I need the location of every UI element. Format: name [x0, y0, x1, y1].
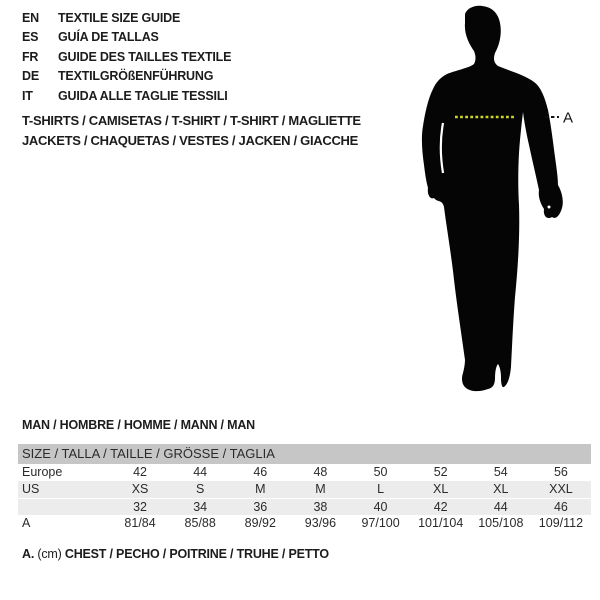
size-cell: 46: [553, 500, 568, 514]
size-cell: 85/88: [184, 516, 216, 530]
language-label: GUÍA DE TALLAS: [58, 30, 159, 45]
size-row-us: [18, 481, 591, 498]
size-cell: 32: [133, 500, 148, 514]
measure-label-a: A: [563, 109, 574, 127]
size-cell: 93/96: [304, 516, 337, 530]
size-row-europe: [18, 464, 591, 481]
size-cell: 54: [493, 465, 508, 479]
size-cell: 109/112: [538, 516, 584, 530]
category-list: [22, 111, 361, 151]
size-cell: 105/108: [478, 516, 524, 530]
row-label: [18, 499, 110, 515]
size-row-numeric: [18, 498, 591, 515]
size-cell: 81/84: [124, 516, 156, 530]
size-cell: 34: [193, 500, 208, 514]
size-cell: XXL: [549, 482, 573, 496]
size-cell: 40: [373, 500, 388, 514]
size-cell: 56: [553, 465, 568, 479]
language-label: GUIDA ALLE TAGLIE TESSILI: [58, 88, 228, 103]
size-cell: XL: [433, 482, 449, 496]
thumb-notch: [548, 206, 551, 209]
language-code: ES: [22, 30, 39, 45]
language-row-es: [22, 28, 231, 47]
gender-heading: MAN / HOMBRE / HOMME / MANN / MAN: [22, 418, 255, 432]
size-cell: 42: [133, 465, 148, 479]
language-row-en: [22, 9, 231, 28]
category-tshirts: T-SHIRTS / CAMISETAS / T-SHIRT / T-SHIRT / MAGLIETTE: [22, 113, 361, 128]
size-cell: M: [255, 482, 266, 496]
row-label: A: [22, 516, 31, 530]
language-code: FR: [22, 49, 39, 64]
size-cell: 38: [313, 500, 328, 514]
size-cell: XL: [493, 482, 509, 496]
row-label: US: [22, 482, 40, 496]
size-cell: L: [377, 482, 385, 496]
size-cell: 42: [433, 500, 448, 514]
language-label: TEXTILGRÖßENFÜHRUNG: [58, 69, 214, 84]
man-silhouette-graphic: [418, 5, 578, 395]
size-cell: 97/100: [361, 516, 400, 530]
language-code: IT: [22, 88, 33, 103]
language-label: TEXTILE SIZE GUIDE: [58, 11, 181, 25]
measurement-footnote: [22, 547, 329, 561]
man-silhouette-shape: [422, 6, 563, 391]
size-row-chest-a: [18, 515, 591, 532]
row-label: Europe: [22, 465, 63, 479]
language-label: GUIDE DES TAILLES TEXTILE: [58, 49, 232, 64]
footnote-marker: A.: [22, 547, 35, 561]
size-table: [18, 444, 591, 532]
language-row-fr: [22, 48, 231, 67]
size-cell: M: [315, 482, 326, 496]
man-silhouette-figure: [418, 5, 578, 395]
size-cell: XS: [131, 482, 149, 496]
size-cell: 52: [433, 465, 448, 479]
size-cell: 89/92: [244, 516, 276, 530]
size-table-header: SIZE / TALLA / TAILLE / GRÖSSE / TAGLIA: [18, 444, 591, 464]
language-list: [22, 9, 231, 106]
size-cell: S: [196, 482, 205, 496]
language-code: DE: [22, 69, 39, 84]
footnote-unit: (cm): [37, 547, 62, 561]
footnote-text: CHEST / PECHO / POITRINE / TRUHE / PETTO: [64, 547, 329, 561]
size-cell: 36: [253, 500, 268, 514]
language-code: EN: [22, 11, 39, 25]
size-cell: 101/104: [418, 516, 464, 530]
language-row-it: [22, 87, 231, 106]
size-cell: 46: [253, 465, 268, 479]
language-row-de: [22, 67, 231, 86]
category-jackets: JACKETS / CHAQUETAS / VESTES / JACKEN / GIACCHE: [22, 133, 358, 148]
size-cell: 50: [373, 465, 388, 479]
size-cell: 44: [193, 465, 208, 479]
size-cell: 48: [313, 465, 328, 479]
size-cell: 44: [493, 500, 508, 514]
